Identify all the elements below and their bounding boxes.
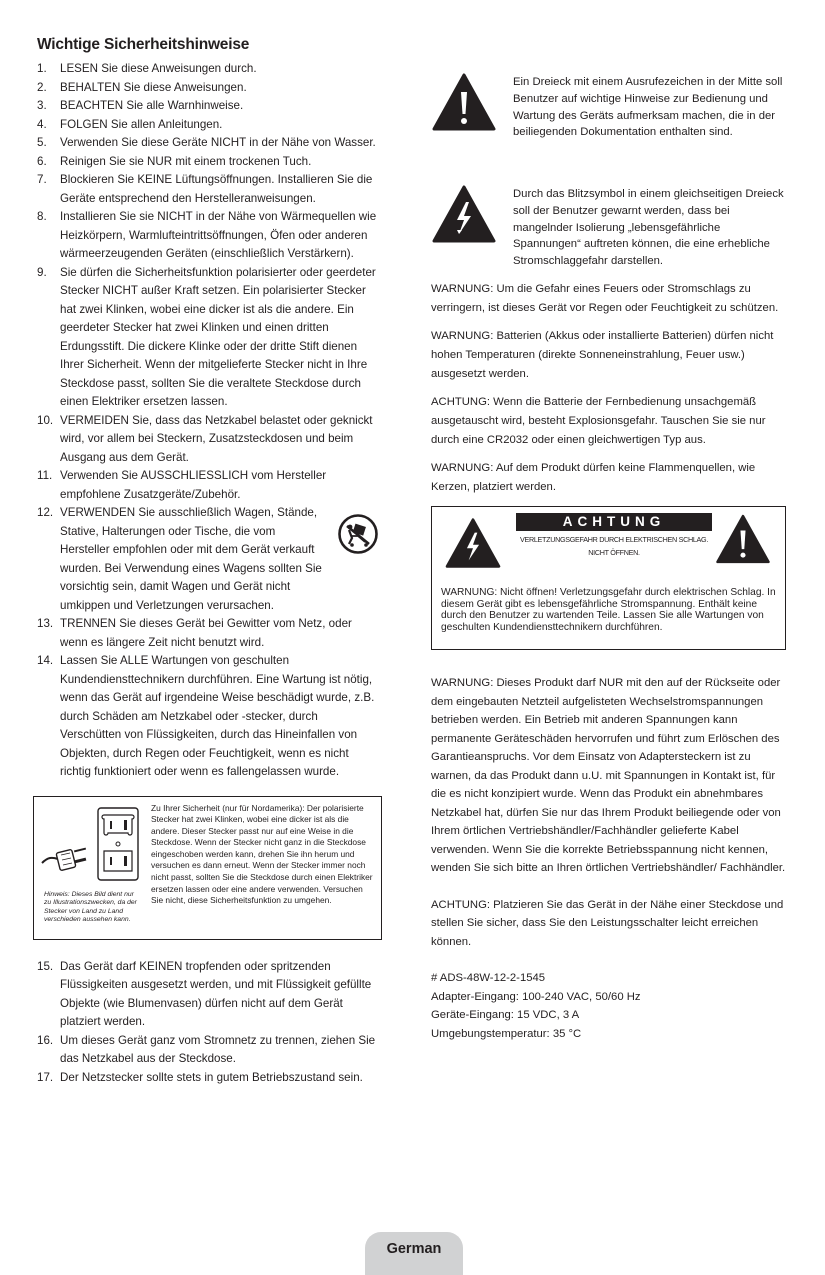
exclamation-triangle-icon: [715, 513, 771, 565]
list-item: 13. TRENNEN Sie dieses Gerät bei Gewitter vom Netz, oder wenn es längere Zeit nicht benutzt wird.: [37, 617, 352, 649]
list-item: 4. FOLGEN Sie allen Anleitungen.: [37, 117, 223, 131]
caution-banner: ACHTUNG: [516, 513, 712, 531]
caution-subtitle: VERLETZUNGSGEFAHR DURCH ELEKTRISCHEN SCHLAG. NICHT ÖFFNEN.: [519, 535, 709, 557]
polarized-plug-outlet-icon: [40, 805, 144, 885]
list-item: 1. LESEN Sie diese Anweisungen durch.: [37, 62, 257, 75]
caution-outlet-access: ACHTUNG: Platzieren Sie das Gerät in der Nähe einer Steckdose und stellen Sie sicher, dass Sie den Leistungsschalter leicht erreichen können.: [431, 898, 784, 948]
warning-power-voltage: WARNUNG: Dieses Produkt darf NUR mit den auf der Rückseite oder dem eingebauten Netzteil aufgelisteten Wechselstromspannungen betrieben werden. Ein Betrieb mit anderen Spannungen kann permanente Geräteschäden hervorrufen und führt zum Erlöschen des Garantieanspruchs. Vor dem Einsatz von Adaptersteckern ist zu warnen, da das Produkt dann u.U. mit Spannungen in Kontakt ist, für die es nicht konzipiert wurde. Wenn das Produkt ein abnehmbares Netzkabel hat, dürfen Sie nur das Ihrem Produkt beiliegende oder von Ihrem örtlichen Vertriebshändler/Fachhändler gelieferte Kabel verwenden. Wenn Sie die korrekte Betriebsspannung nicht kennen, wenden Sie sich bitte an Ihren örtlichen Vertriebshändler/ Fachhändler.: [431, 677, 786, 874]
power-specifications: [431, 969, 786, 1043]
caution-battery-replacement: ACHTUNG: Wenn die Batterie der Fernbedienung unsachgemäß ausgetauscht wird, besteht Explosionsgefahr. Tauschen Sie sie nur durch eine CR2032 oder einen gleichwertigen Typ aus.: [431, 396, 766, 446]
list-item: 2. BEHALTEN Sie diese Anweisungen.: [37, 80, 247, 94]
list-item: 3. BEACHTEN Sie alle Warnhinweise.: [37, 99, 244, 112]
page-title: Wichtige Sicherheitshinweise: [37, 36, 250, 53]
list-item: 16. Um dieses Gerät ganz vom Stromnetz zu trennen, ziehen Sie das Netzkabel aus der Steckdose.: [37, 1033, 376, 1065]
list-item: 15. Das Gerät darf KEINEN tropfenden oder spritzenden Flüssigkeiten ausgesetzt werden, und mit Flüssigkeit gefüllte Objekte (wie Blumenvasen) dürfen nicht auf dem Gerät platziert werden.: [37, 959, 372, 1028]
adapter-model: # ADS-48W-12-2-1545: [431, 972, 546, 984]
electric-shock-caution-box: [431, 506, 786, 650]
ambient-temperature: Umgebungstemperatur: 35 °C: [431, 1027, 582, 1040]
polarized-plug-notice: [33, 796, 382, 940]
safety-instructions-list: [37, 60, 382, 782]
lightning-symbol-text: Durch das Blitzsymbol in einem gleichseitigen Dreieck soll der Benutzer gewarnt werden, dass bei mangelnder Isolierung „lebensgefährliche Spannungen“ auftreten können, die eine erhebliche Stromschlaggefahr darstellen.: [513, 188, 784, 268]
warning-battery-heat: WARNUNG: Batterien (Akkus oder installierte Batterien) dürfen nicht hohen Temperaturen (direkte Sonneneinstrahlung, Feuer usw.) ausgesetzt werden.: [431, 330, 774, 380]
polarized-plug-text: Zu Ihrer Sicherheit (nur für Nordamerika): Der polarisierte Stecker hat zwei Klinken, wobei eine dicker ist als die andere. Dieser Stecker passt nur auf eine Weise in die Steckdose. Wenn der Stecker nicht ganz in die Steckdose eingeschoben werden kann, drehen Sie ihn herum und versuchen es dann erneut. Wenn der Stecker immer noch nicht passt, sollten Sie die Steckdose durch einen Elektriker ersetzen lassen oder eine andere verwenden. Versuchen Sie nicht, diese Sicherheitsfunktion zu umgehen.: [151, 802, 373, 906]
list-item: 8. Installieren Sie sie NICHT in der Nähe von Wärmequellen wie Heizkörpern, Warmlufteintrittsöffnungen, Öfen oder anderen wärmeerzeugenden Geräten (einschließlich Verstärkern).: [37, 210, 377, 260]
warning-fire-shock: WARNUNG: Um die Gefahr eines Feuers oder Stromschlags zu verringern, ist dieses Gerät vor Regen oder Feuchtigkeit zu schützen.: [431, 283, 779, 314]
list-item: 14. Lassen Sie ALLE Wartungen von geschulten Kundendiensttechnikern durchführen. Eine Wartung ist nötig, wenn das Gerät auf irgendeine Weise beschädigt wurde, z.B. durch Schäden am Netzkabel oder -stecker, durch Verschütten von Flüssigkeiten, durch das Hineinfallen von Objekten, durch Regen oder Feuchtigkeit, wenn es nicht richtig funktioniert oder wenn es fallengelassen wurde.: [37, 654, 375, 778]
warning-open-flames: WARNUNG: Auf dem Produkt dürfen keine Flammenquellen, wie Kerzen, platziert werden.: [431, 462, 756, 493]
list-item: 7. Blockieren Sie KEINE Lüftungsöffnungen. Installieren Sie die Geräte entsprechend den Herstelleranweisungen.: [37, 173, 373, 205]
cart-tip-over-warning-icon: [338, 514, 378, 554]
exclamation-symbol-text: Ein Dreieck mit einem Ausrufezeichen in der Mitte soll Benutzer auf wichtige Hinweise zur Bedienung und Wartung des Geräts aufmerksam machen, die in der beiliegenden Dokumentation enthalten sind.: [513, 76, 783, 139]
exclamation-symbol-explanation: [431, 74, 786, 186]
left-column: [37, 36, 382, 1087]
list-item: 6. Reinigen Sie sie NUR mit einem trockenen Tuch.: [37, 154, 312, 168]
list-item: 12. VERWENDEN Sie ausschließlich Wagen, Stände, Stative, Halterungen oder Tische, die vom Hersteller empfohlen oder mit dem Gerät verkauft wurden. Bei Verwendung eines Wagens sollten Sie vorsichtig sein, damit Wagen und Gerät nicht umkippen und Verletzungen verursachen.: [37, 504, 382, 615]
adapter-input: Adapter-Eingang: 100-240 VAC, 50/60 Hz: [431, 990, 641, 1003]
lightning-triangle-icon: [444, 517, 502, 569]
illustration-note: Hinweis: Dieses Bild dient nur zu Illustrationszwecken, da der Stecker von Land zu Land verschieden aussehen kann.: [44, 890, 137, 924]
list-item: 5. Verwenden Sie diese Geräte NICHT in der Nähe von Wasser.: [37, 136, 376, 149]
list-item: 10. VERMEIDEN Sie, dass das Netzkabel belastet oder geknickt wird, vor allem bei Steckern, Zusatzsteckdosen und beim Ausgang aus dem Gerät.: [37, 413, 373, 464]
list-item: 11. Verwenden Sie AUSSCHLIESSLICH vom Hersteller empfohlene Zusatzgeräte/Zubehör.: [37, 469, 327, 501]
safety-instructions-list-continued: [37, 958, 382, 1088]
caution-box-text: WARNUNG: Nicht öffnen! Verletzungsgefahr durch elektrischen Schlag. In diesem Gerät gibt es lebensgefährliche Stromspannung. Enthält keine durch den Benutzer zu wartenden Teile. Lassen Sie alle Wartungen von geschulten Kundendiensttechnikern durchführen.: [441, 587, 776, 633]
exclamation-triangle-icon: [431, 72, 497, 132]
list-item: 17. Der Netzstecker sollte stets in gutem Betriebszustand sein.: [37, 1070, 363, 1084]
lightning-symbol-explanation: [431, 186, 786, 280]
language-tab: German: [365, 1232, 463, 1275]
device-input: Geräte-Eingang: 15 VDC, 3 A: [431, 1009, 580, 1021]
list-item: 9. Sie dürfen die Sicherheitsfunktion polarisierter oder geerdeter Stecker NICHT außer Kraft setzen. Ein polarisierter Stecker hat zwei Klinken, wobei eine dicker ist als die andere. Ein geerdeter Stecker hat zwei Klinken und einen dritten Erdungsstift. Die dickere Klinke oder der dritte Stift dienen Ihrer Sicherheit. Wenn der mitgelieferte Stecker nicht in Ihre Steckdose passt, sollten Sie die veraltete Steckdose durch einen Elektriker ersetzen lassen.: [37, 265, 376, 408]
right-column: [431, 74, 786, 1043]
lightning-triangle-icon: [431, 184, 497, 244]
